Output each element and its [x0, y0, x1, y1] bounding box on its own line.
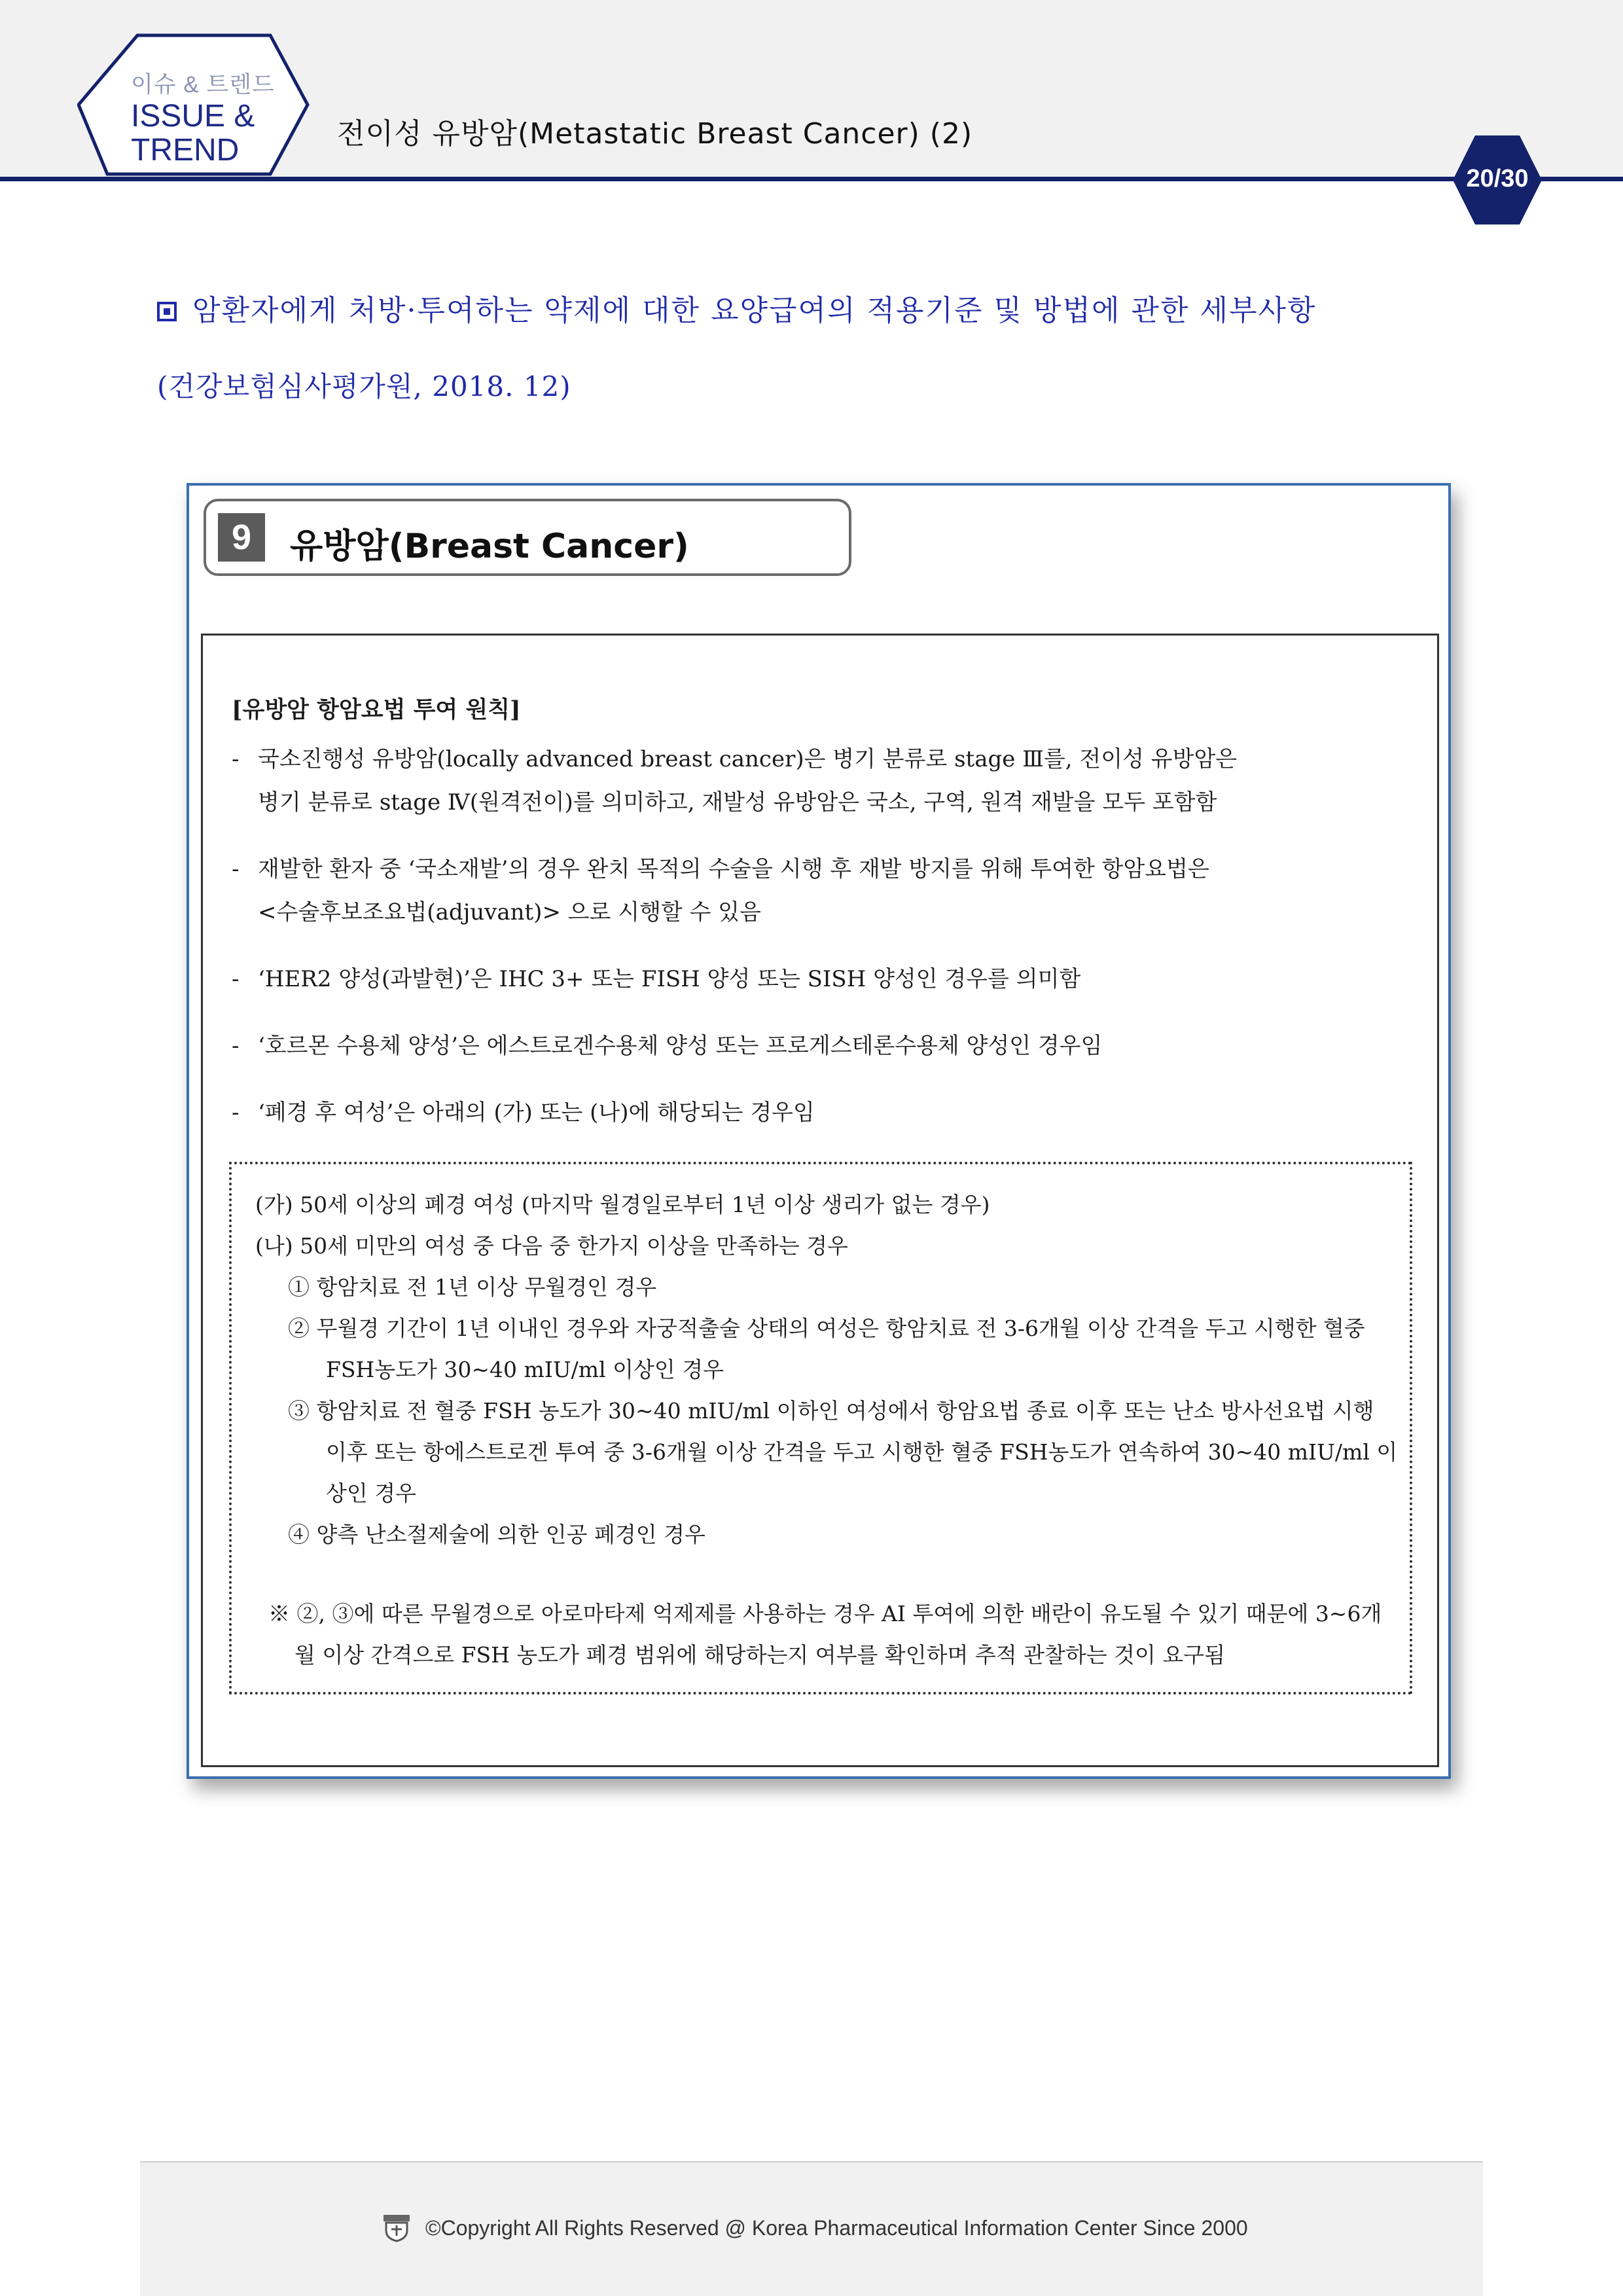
copyright-text: ©Copyright All Rights Reserved @ Korea Pharmaceutical Information Center Since 2000 — [425, 2216, 1248, 2240]
principle-text: 국소진행성 유방암(locally advanced breast cancer)은 병기 분류로 stage Ⅲ를, 전이성 유방암은 — [258, 746, 1238, 772]
square-bullet-icon — [157, 302, 177, 321]
dash-bullet: - — [232, 746, 240, 772]
principle-text-cont: 병기 분류로 stage Ⅳ(원격전이)를 의미하고, 재발성 유방암은 국소, 구역, 원격 재발을 모두 포함함 — [258, 789, 1217, 816]
sub-criterion-text: 항암치료 전 1년 이상 무월경인 경우 — [316, 1274, 657, 1300]
shield-logo-icon — [382, 2214, 411, 2242]
section-source: (건강보험심사평가원, 2018. 12) — [157, 370, 571, 403]
circled-marker: ④ — [288, 1522, 310, 1547]
dash-bullet: - — [232, 966, 240, 992]
embedded-document-image — [187, 483, 1451, 1779]
postmenopause-criteria — [255, 1184, 1400, 1676]
reference-mark: ※ — [268, 1601, 290, 1626]
principle-item — [232, 848, 1410, 934]
principle-text: ‘폐경 후 여성’은 아래의 (가) 또는 (나)에 해당되는 경우임 — [258, 1100, 815, 1126]
chapter-title: 유방암(Breast Cancer) — [290, 527, 689, 566]
sub-criterion-3 — [255, 1390, 1400, 1514]
principles-heading: [유방암 항암요법 투여 원칙] — [232, 696, 521, 723]
sub-criterion-text: 무월경 기간이 1년 이내인 경우와 자궁적출술 상태의 여성은 항암치료 전 3-6개월 이상 간격을 두고 시행한 혈중 FSH농도가 30~40 mIU/ml 이상인 경우 — [316, 1316, 1365, 1382]
sub-criterion-text: 항암치료 전 혈중 FSH 농도가 30~40 mIU/ml 이하인 여성에서 항암요법 종료 이후 또는 난소 방사선요법 시행 이후 또는 항에스트로겐 투여 중 3-6개월 이상 간격을 두고 시행한 혈중 FSH농도가 연속하여 30~40 mIU/ml 이상인 경우 — [316, 1398, 1398, 1506]
page-title: 전이성 유방암(Metastatic Breast Cancer) (2) — [337, 117, 973, 151]
document-content-box — [201, 634, 1439, 1767]
sub-criterion-4 — [255, 1514, 1400, 1555]
dash-bullet: - — [232, 1033, 240, 1059]
footnote-text: ②, ③에 따른 무월경으로 아로마타제 억제제를 사용하는 경우 AI 투여에 의한 배란이 유도될 수 있기 때문에 3~6개월 이상 간격으로 FSH 농도가 폐경 범위에 해당하는지 여부를 확인하며 추적 관찰하는 것이 요구됨 — [294, 1601, 1382, 1668]
dash-bullet: - — [232, 856, 240, 882]
principle-text-cont: <수술후보조요법(adjuvant)> 으로 시행할 수 있음 — [258, 899, 761, 925]
circled-marker: ① — [288, 1274, 310, 1300]
section-title — [157, 287, 1317, 329]
principle-item — [232, 738, 1410, 824]
principle-text: 재발한 환자 중 ‘국소재발’의 경우 완치 목적의 수술을 시행 후 재발 방지를 위해 투여한 항암요법은 — [258, 856, 1209, 882]
principle-item — [232, 958, 1410, 1001]
badge-line2: TREND — [131, 133, 240, 168]
circled-marker: ③ — [288, 1398, 310, 1424]
sub-criterion-text: 양측 난소절제술에 의한 인공 폐경인 경우 — [316, 1522, 705, 1547]
page-indicator: 20/30 — [1466, 165, 1529, 192]
principles-section — [232, 692, 1410, 1158]
chapter-number: 9 — [218, 513, 265, 562]
principle-text: ‘HER2 양성(과발현)’은 IHC 3+ 또는 FISH 양성 또는 SISH 양성인 경우를 의미함 — [258, 966, 1081, 992]
dash-bullet: - — [232, 1100, 240, 1126]
badge-line1: ISSUE & — [131, 99, 255, 134]
section-title-text: 암환자에게 처방·투여하는 약제에 대한 요양급여의 적용기준 및 방법에 관한 세부사항 — [192, 294, 1317, 327]
principle-text: ‘호르몬 수용체 양성’은 에스트로겐수용체 양성 또는 프로게스테론수용체 양성인 경우임 — [258, 1033, 1103, 1059]
badge-korean-label: 이슈 & 트렌드 — [131, 72, 275, 98]
footnote — [255, 1593, 1400, 1676]
criterion-ga: (가) 50세 이상의 폐경 여성 (마지막 월경일로부터 1년 이상 생리가 없는 경우) — [255, 1192, 990, 1217]
circled-marker: ② — [288, 1316, 310, 1341]
sub-criterion-2 — [255, 1308, 1400, 1390]
postmenopause-criteria-box — [229, 1162, 1412, 1695]
principle-item — [232, 1091, 1410, 1134]
principle-item — [232, 1024, 1410, 1067]
sub-criterion-1 — [255, 1266, 1400, 1308]
criterion-na: (나) 50세 미만의 여성 중 다음 중 한가지 이상을 만족하는 경우 — [255, 1233, 848, 1259]
issue-trend-badge — [131, 71, 301, 168]
chapter-header — [204, 499, 851, 576]
